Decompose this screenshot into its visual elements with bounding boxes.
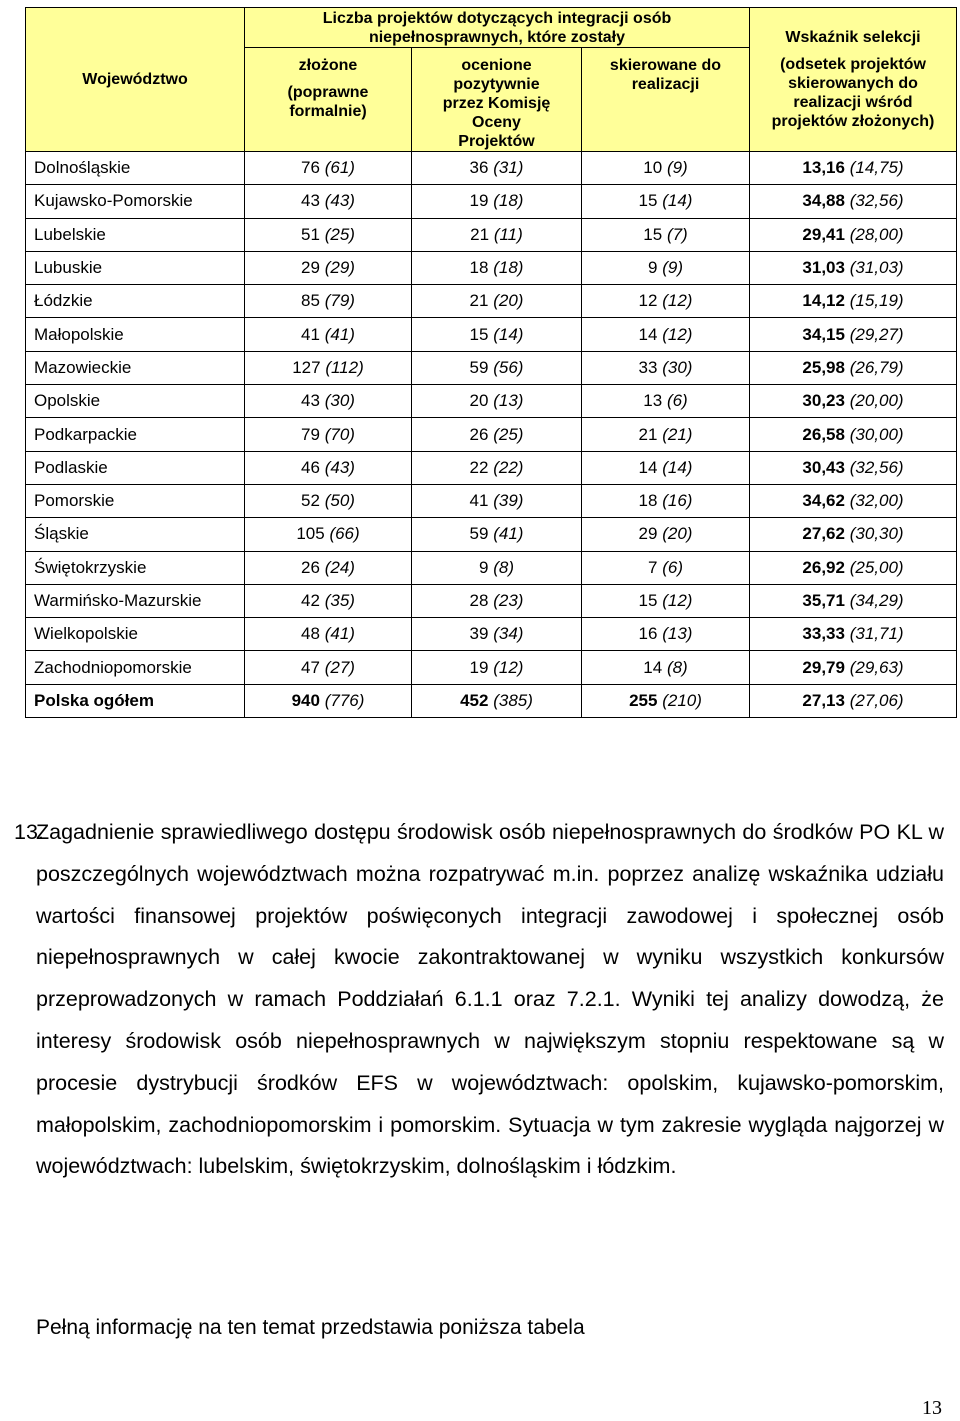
funded-value: 12 bbox=[638, 291, 658, 311]
cell-funded bbox=[582, 518, 750, 551]
index-value: 33,33 bbox=[802, 624, 845, 644]
cell-approved bbox=[412, 584, 582, 617]
table-row bbox=[26, 152, 957, 185]
funded-value: 7 bbox=[648, 557, 658, 577]
cell-submitted bbox=[245, 185, 412, 218]
submitted-value: 940 bbox=[291, 690, 320, 710]
funded-value: 18 bbox=[638, 491, 658, 511]
approved-value: 15 bbox=[469, 324, 489, 344]
page-number: 13 bbox=[922, 1397, 942, 1419]
funded-previous-value: (12) bbox=[662, 324, 693, 344]
funded-previous-value: (9) bbox=[662, 258, 683, 278]
index-previous-value: (32,56) bbox=[849, 457, 904, 477]
cell-approved bbox=[412, 152, 582, 185]
table-row bbox=[26, 385, 957, 418]
header-index-title: Wskaźnik selekcji bbox=[785, 29, 921, 46]
table-row bbox=[26, 418, 957, 451]
cell-submitted bbox=[245, 618, 412, 651]
cell-funded bbox=[582, 684, 750, 717]
index-previous-value: (15,19) bbox=[849, 291, 904, 311]
cell-approved bbox=[412, 385, 582, 418]
submitted-previous-value: (25) bbox=[324, 224, 355, 244]
cell-index bbox=[750, 251, 957, 284]
index-previous-value: (29,63) bbox=[849, 657, 904, 677]
header-submitted-label: złożone bbox=[298, 57, 358, 74]
submitted-value: 127 bbox=[292, 357, 321, 377]
approved-value: 452 bbox=[460, 690, 489, 710]
index-previous-value: (32,00) bbox=[849, 491, 904, 511]
submitted-value: 26 bbox=[301, 557, 320, 577]
cell-index bbox=[750, 684, 957, 717]
approved-value: 18 bbox=[469, 258, 489, 278]
approved-previous-value: (18) bbox=[493, 258, 524, 278]
submitted-value: 51 bbox=[301, 224, 320, 244]
cell-submitted bbox=[245, 651, 412, 684]
region-name: Małopolskie bbox=[26, 318, 245, 351]
header-index-note: (odsetek projektów skierowanych do realizacji wśród projektów złożonych) bbox=[771, 56, 935, 130]
region-name: Lubuskie bbox=[26, 251, 245, 284]
cell-submitted bbox=[245, 251, 412, 284]
cell-index bbox=[750, 451, 957, 484]
cell-index bbox=[750, 351, 957, 384]
cell-index bbox=[750, 285, 957, 318]
submitted-previous-value: (66) bbox=[329, 524, 360, 544]
funded-previous-value: (6) bbox=[666, 391, 688, 411]
approved-previous-value: (20) bbox=[493, 291, 524, 311]
approved-previous-value: (56) bbox=[493, 357, 524, 377]
table-row bbox=[26, 518, 957, 551]
index-previous-value: (31,03) bbox=[849, 258, 904, 278]
approved-value: 59 bbox=[469, 524, 489, 544]
funded-previous-value: (14) bbox=[662, 457, 693, 477]
approved-previous-value: (22) bbox=[493, 457, 524, 477]
submitted-value: 43 bbox=[301, 191, 320, 211]
funded-value: 15 bbox=[638, 591, 658, 610]
cell-funded bbox=[582, 318, 750, 351]
approved-value: 9 bbox=[479, 557, 489, 577]
submitted-value: 52 bbox=[301, 491, 320, 511]
header-index bbox=[750, 8, 957, 152]
cell-index bbox=[750, 518, 957, 551]
table-row bbox=[26, 285, 957, 318]
paragraph-13 bbox=[14, 812, 944, 1188]
table-row bbox=[26, 318, 957, 351]
header-funded: skierowane do realizacji bbox=[582, 48, 750, 152]
index-previous-value: (32,56) bbox=[849, 191, 904, 211]
cell-submitted bbox=[245, 518, 412, 551]
approved-value: 39 bbox=[469, 624, 489, 644]
submitted-value: 76 bbox=[301, 158, 320, 178]
funded-value: 29 bbox=[638, 524, 658, 544]
index-previous-value: (30,30) bbox=[849, 524, 904, 544]
funded-previous-value: (16) bbox=[662, 491, 693, 511]
funded-value: 9 bbox=[648, 258, 658, 278]
approved-previous-value: (12) bbox=[493, 657, 524, 677]
submitted-previous-value: (79) bbox=[324, 291, 355, 311]
submitted-previous-value: (35) bbox=[324, 591, 355, 610]
region-name: Polska ogółem bbox=[26, 684, 245, 717]
submitted-value: 29 bbox=[301, 258, 320, 278]
approved-value: 19 bbox=[469, 191, 489, 211]
approved-value: 28 bbox=[469, 591, 489, 610]
approved-previous-value: (25) bbox=[493, 424, 524, 444]
region-name: Pomorskie bbox=[26, 484, 245, 517]
cell-funded bbox=[582, 418, 750, 451]
submitted-previous-value: (776) bbox=[324, 690, 365, 710]
header-region: Województwo bbox=[26, 8, 245, 152]
region-name: Opolskie bbox=[26, 385, 245, 418]
index-value: 29,79 bbox=[802, 657, 845, 677]
approved-value: 20 bbox=[469, 391, 489, 411]
index-value: 14,12 bbox=[802, 291, 845, 311]
approved-previous-value: (8) bbox=[493, 557, 514, 577]
cell-submitted bbox=[245, 684, 412, 717]
index-value: 27,62 bbox=[802, 524, 845, 544]
table-row bbox=[26, 551, 957, 584]
funded-value: 255 bbox=[629, 690, 658, 710]
cell-funded bbox=[582, 451, 750, 484]
cell-approved bbox=[412, 651, 582, 684]
index-value: 26,58 bbox=[802, 424, 845, 444]
funded-value: 15 bbox=[643, 224, 663, 244]
cell-approved bbox=[412, 285, 582, 318]
funded-value: 13 bbox=[643, 391, 663, 411]
index-value: 31,03 bbox=[802, 258, 845, 278]
funded-value: 14 bbox=[643, 657, 663, 677]
approved-value: 21 bbox=[470, 224, 490, 244]
cell-index bbox=[750, 418, 957, 451]
cell-approved bbox=[412, 418, 582, 451]
funded-previous-value: (12) bbox=[662, 291, 693, 311]
funded-value: 10 bbox=[643, 158, 663, 178]
cell-submitted bbox=[245, 584, 412, 617]
approved-previous-value: (23) bbox=[493, 591, 524, 610]
index-value: 30,23 bbox=[802, 391, 845, 411]
index-previous-value: (14,75) bbox=[849, 158, 904, 178]
index-previous-value: (27,06) bbox=[849, 690, 904, 710]
cell-submitted bbox=[245, 551, 412, 584]
funded-previous-value: (14) bbox=[662, 191, 693, 211]
paragraph-number: 13. bbox=[14, 820, 44, 844]
table-row bbox=[26, 484, 957, 517]
cell-funded bbox=[582, 351, 750, 384]
table-row bbox=[26, 185, 957, 218]
cell-approved bbox=[412, 218, 582, 251]
region-name: Warmińsko-Mazurskie bbox=[26, 584, 245, 617]
funded-previous-value: (13) bbox=[662, 624, 693, 644]
funded-previous-value: (12) bbox=[662, 591, 693, 610]
index-value: 29,41 bbox=[802, 224, 845, 244]
index-previous-value: (30,00) bbox=[849, 424, 904, 444]
region-name: Zachodniopomorskie bbox=[26, 651, 245, 684]
approved-previous-value: (11) bbox=[493, 224, 523, 244]
funded-previous-value: (7) bbox=[666, 224, 688, 244]
index-previous-value: (28,00) bbox=[849, 224, 904, 244]
cell-approved bbox=[412, 185, 582, 218]
table-row bbox=[26, 618, 957, 651]
region-name: Wielkopolskie bbox=[26, 618, 245, 651]
index-value: 34,62 bbox=[802, 491, 845, 511]
cell-funded bbox=[582, 618, 750, 651]
cell-submitted bbox=[245, 418, 412, 451]
submitted-previous-value: (30) bbox=[324, 391, 355, 411]
submitted-previous-value: (43) bbox=[324, 457, 355, 477]
cell-approved bbox=[412, 551, 582, 584]
index-value: 26,92 bbox=[802, 557, 845, 577]
table-intro-note: Pełną informację na ten temat przedstawia poniższa tabela bbox=[36, 1316, 585, 1339]
approved-value: 26 bbox=[469, 424, 489, 444]
cell-index bbox=[750, 218, 957, 251]
cell-funded bbox=[582, 651, 750, 684]
header-approved: ocenione pozytywnie przez Komisję Oceny Projektów bbox=[412, 48, 582, 152]
index-previous-value: (20,00) bbox=[849, 391, 904, 411]
funded-previous-value: (210) bbox=[662, 690, 702, 710]
cell-approved bbox=[412, 318, 582, 351]
funded-value: 21 bbox=[638, 424, 658, 444]
index-value: 27,13 bbox=[802, 690, 845, 710]
submitted-value: 48 bbox=[301, 624, 320, 644]
funded-previous-value: (20) bbox=[662, 524, 693, 544]
cell-funded bbox=[582, 551, 750, 584]
funded-previous-value: (6) bbox=[662, 557, 683, 577]
submitted-value: 85 bbox=[301, 291, 320, 311]
region-name: Śląskie bbox=[26, 518, 245, 551]
approved-value: 59 bbox=[469, 357, 489, 377]
cell-index bbox=[750, 185, 957, 218]
approved-previous-value: (385) bbox=[493, 690, 533, 710]
table-row bbox=[26, 351, 957, 384]
index-previous-value: (25,00) bbox=[849, 557, 904, 577]
approved-previous-value: (34) bbox=[493, 624, 524, 644]
header-submitted-note: (poprawne formalnie) bbox=[287, 84, 369, 120]
approved-value: 41 bbox=[469, 491, 489, 511]
cell-approved bbox=[412, 451, 582, 484]
cell-submitted bbox=[245, 451, 412, 484]
region-name: Mazowieckie bbox=[26, 351, 245, 384]
funded-value: 33 bbox=[638, 357, 658, 377]
index-value: 34,15 bbox=[802, 324, 845, 344]
cell-index bbox=[750, 651, 957, 684]
cell-index bbox=[750, 484, 957, 517]
funded-previous-value: (8) bbox=[666, 657, 688, 677]
submitted-value: 105 bbox=[296, 524, 325, 544]
cell-funded bbox=[582, 385, 750, 418]
funded-value: 14 bbox=[638, 457, 658, 477]
index-previous-value: (31,71) bbox=[849, 624, 904, 644]
header-group-title: Liczba projektów dotyczących integracji osób niepełnosprawnych, które zostały bbox=[245, 8, 750, 48]
index-value: 25,98 bbox=[802, 357, 845, 377]
submitted-previous-value: (61) bbox=[324, 158, 355, 178]
funded-value: 14 bbox=[638, 324, 658, 344]
submitted-value: 47 bbox=[301, 657, 320, 677]
region-name: Dolnośląskie bbox=[26, 152, 245, 185]
cell-index bbox=[750, 618, 957, 651]
cell-approved bbox=[412, 351, 582, 384]
header-submitted bbox=[245, 48, 412, 152]
approved-value: 22 bbox=[469, 457, 489, 477]
index-value: 30,43 bbox=[802, 457, 845, 477]
cell-submitted bbox=[245, 218, 412, 251]
approved-value: 19 bbox=[469, 657, 489, 677]
cell-funded bbox=[582, 152, 750, 185]
funded-previous-value: (21) bbox=[662, 424, 693, 444]
region-name: Świętokrzyskie bbox=[26, 551, 245, 584]
cell-funded bbox=[582, 584, 750, 617]
funded-value: 15 bbox=[638, 191, 658, 211]
approved-previous-value: (31) bbox=[493, 158, 524, 178]
cell-funded bbox=[582, 251, 750, 284]
index-previous-value: (29,27) bbox=[849, 324, 904, 344]
selection-table bbox=[25, 7, 957, 718]
cell-approved bbox=[412, 684, 582, 717]
submitted-previous-value: (41) bbox=[324, 324, 355, 344]
index-value: 13,16 bbox=[802, 158, 845, 178]
table-row bbox=[26, 251, 957, 284]
cell-submitted bbox=[245, 285, 412, 318]
approved-previous-value: (13) bbox=[493, 391, 524, 411]
cell-index bbox=[750, 584, 957, 617]
table-total-row bbox=[26, 684, 957, 717]
submitted-value: 79 bbox=[301, 424, 320, 444]
submitted-previous-value: (41) bbox=[324, 624, 355, 644]
region-name: Lubelskie bbox=[26, 218, 245, 251]
approved-previous-value: (41) bbox=[493, 524, 524, 544]
submitted-previous-value: (70) bbox=[324, 424, 355, 444]
cell-index bbox=[750, 385, 957, 418]
region-name: Podkarpackie bbox=[26, 418, 245, 451]
submitted-previous-value: (50) bbox=[324, 491, 355, 511]
cell-index bbox=[750, 152, 957, 185]
approved-previous-value: (14) bbox=[493, 324, 524, 344]
cell-funded bbox=[582, 484, 750, 517]
submitted-value: 43 bbox=[301, 391, 320, 411]
index-value: 34,88 bbox=[802, 191, 845, 211]
submitted-previous-value: (43) bbox=[324, 191, 355, 211]
index-previous-value: (26,79) bbox=[849, 357, 904, 377]
funded-previous-value: (9) bbox=[666, 158, 688, 178]
cell-index bbox=[750, 318, 957, 351]
region-name: Podlaskie bbox=[26, 451, 245, 484]
cell-submitted bbox=[245, 484, 412, 517]
cell-approved bbox=[412, 518, 582, 551]
cell-funded bbox=[582, 218, 750, 251]
submitted-previous-value: (29) bbox=[324, 258, 355, 278]
region-name: Łódzkie bbox=[26, 285, 245, 318]
submitted-previous-value: (112) bbox=[325, 357, 364, 377]
table-row bbox=[26, 584, 957, 617]
cell-funded bbox=[582, 185, 750, 218]
cell-index bbox=[750, 551, 957, 584]
approved-value: 21 bbox=[469, 291, 489, 311]
cell-approved bbox=[412, 618, 582, 651]
submitted-value: 46 bbox=[301, 457, 320, 477]
paragraph-text: Zagadnienie sprawiedliwego dostępu środowisk osób niepełnosprawnych do środków PO KL w poszczególnych województwach można rozpatrywać m.in. poprzez analizę wskaźnika udziału wartości finansowej projektów poświęconych integracji zawodowej i społecznej osób niepełnosprawnych w całej kwocie zakontraktowanej w wyniku wszystkich konkursów przeprowadzonych w ramach Poddziałań 6.1.1 oraz 7.2.1. Wyniki tej analizy dowodzą, że interesy środowisk osób niepełnosprawnych w największym stopniu respektowane są w procesie dystrybucji środków EFS w województwach: opolskim, kujawsko-pomorskim, małopolskim, zachodniopomorskim i pomorskim. Sytuacja w tym zakresie wygląda najgorzej w województwach: lubelskim, świętokrzyskim, dolnośląskim i łódzkim. bbox=[36, 820, 944, 1179]
cell-submitted bbox=[245, 152, 412, 185]
funded-value: 16 bbox=[638, 624, 658, 644]
cell-submitted bbox=[245, 385, 412, 418]
approved-previous-value: (18) bbox=[493, 191, 524, 211]
submitted-value: 42 bbox=[301, 591, 320, 610]
cell-approved bbox=[412, 251, 582, 284]
table-row bbox=[26, 218, 957, 251]
submitted-previous-value: (27) bbox=[324, 657, 355, 677]
index-value: 35,71 bbox=[802, 591, 845, 610]
table-row bbox=[26, 451, 957, 484]
cell-submitted bbox=[245, 318, 412, 351]
table-row bbox=[26, 651, 957, 684]
cell-submitted bbox=[245, 351, 412, 384]
index-previous-value: (34,29) bbox=[849, 591, 904, 610]
region-name: Kujawsko-Pomorskie bbox=[26, 185, 245, 218]
cell-approved bbox=[412, 484, 582, 517]
submitted-value: 41 bbox=[301, 324, 320, 344]
approved-value: 36 bbox=[469, 158, 489, 178]
approved-previous-value: (39) bbox=[493, 491, 524, 511]
submitted-previous-value: (24) bbox=[324, 557, 355, 577]
cell-funded bbox=[582, 285, 750, 318]
funded-previous-value: (30) bbox=[662, 357, 693, 377]
